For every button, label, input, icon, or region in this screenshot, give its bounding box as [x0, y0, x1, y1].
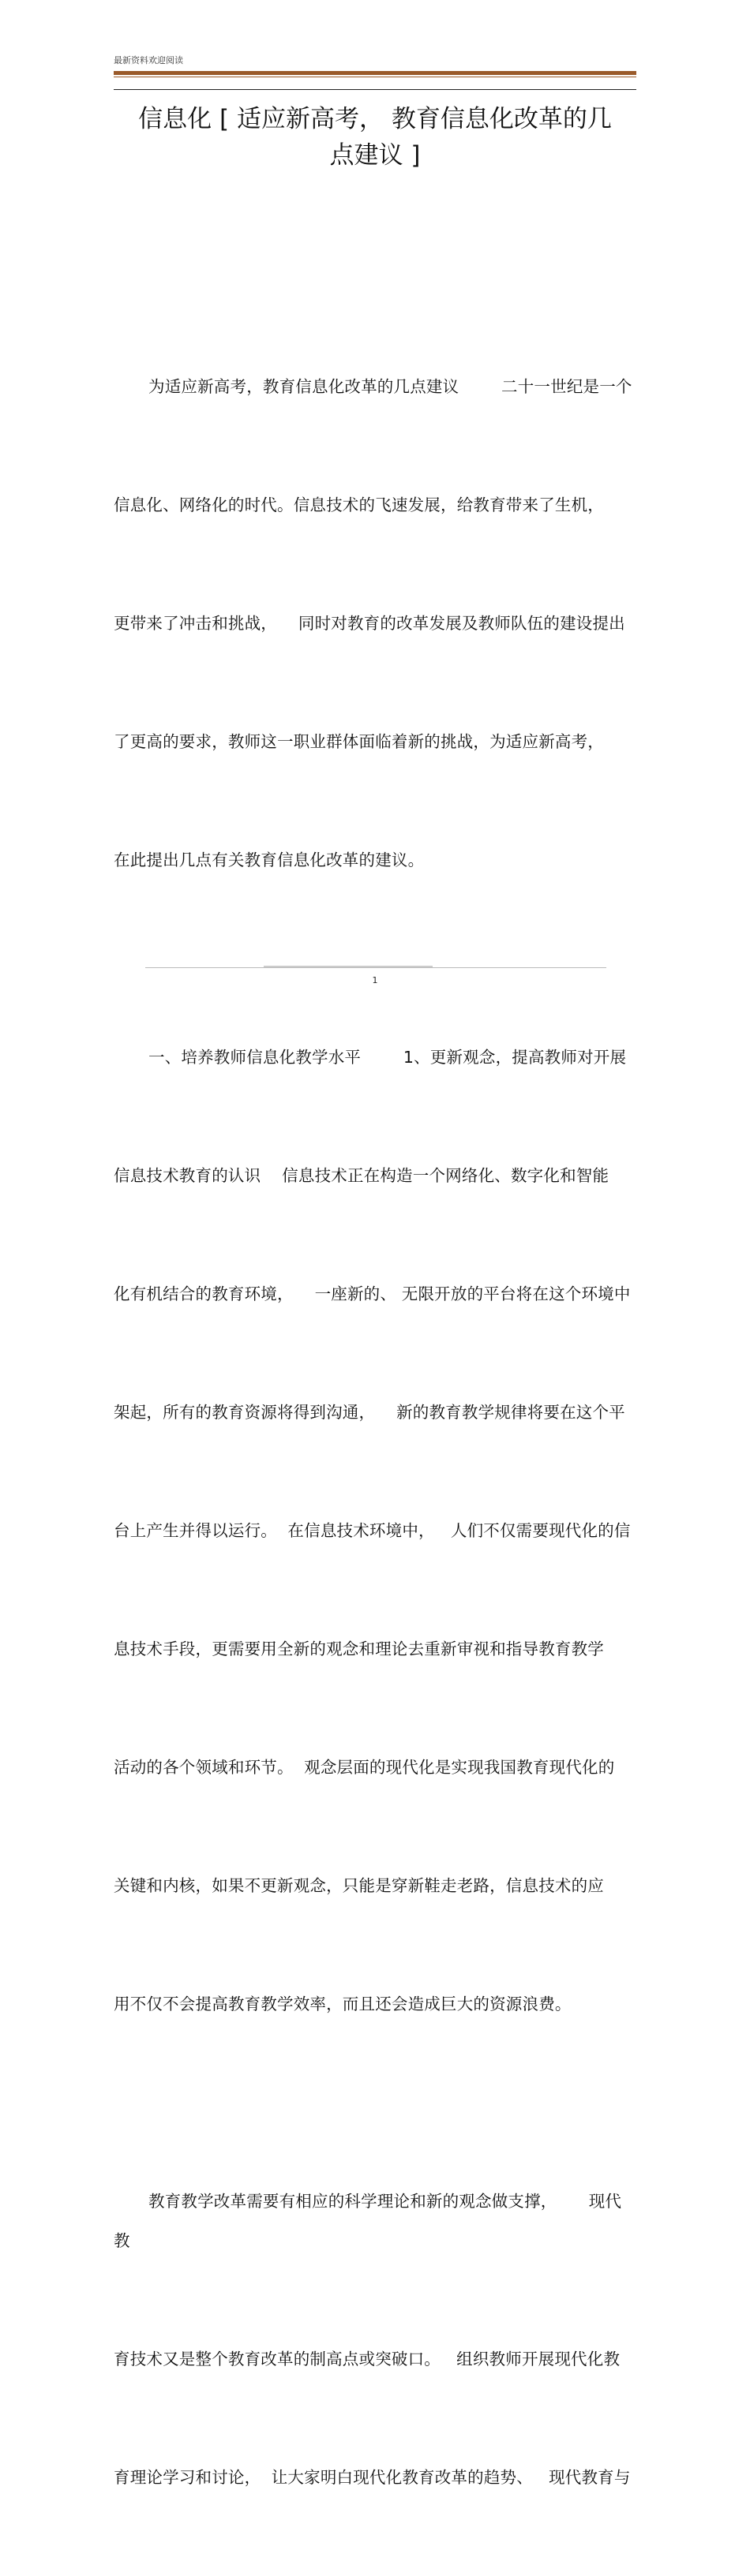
paragraph-line: 一、培养教师信息化教学水平 1、更新观念，提高教师对开展	[148, 1048, 627, 1067]
paragraph-line: 化有机结合的教育环境， 一座新的、 无限开放的平台将在这个环境中	[114, 1284, 631, 1303]
paragraph-line: 息技术手段，更需要用全新的观念和理论去重新审视和指导教育教学	[114, 1639, 604, 1658]
paragraph-line: 信息技术教育的认识 信息技术正在构造一个网络化、数字化和智能	[114, 1166, 609, 1185]
paragraph-line: 育理论学习和讨论， 让大家明白现代化教育改革的趋势、 现代教育与	[114, 2468, 631, 2487]
page-number: 1	[372, 975, 378, 985]
page-header-text: 最新资料欢迎阅读	[114, 55, 183, 65]
paragraph-line: 在此提出几点有关教育信息化改革的建议。	[114, 851, 425, 869]
title-line-2: 点建议 ]	[329, 141, 421, 170]
paragraph-line: 了更高的要求，教师这一职业群体面临着新的挑战，为适应新高考，	[114, 732, 604, 751]
paragraph-3	[114, 2103, 636, 2576]
document-title	[114, 101, 636, 174]
paragraph-2	[114, 959, 636, 2103]
paragraph-line: 架起，所有的教育资源将得到沟通， 新的教育教学规律将要在这个平	[114, 1403, 625, 1422]
paragraph-line: 关键和内核，如果不更新观念，只能是穿新鞋走老路，信息技术的应	[114, 1876, 604, 1895]
paragraph-line: 为适应新高考，教育信息化改革的几点建议 二十一世纪是一个	[148, 377, 632, 396]
paragraph-1	[114, 288, 636, 959]
paragraph-line: 信息化、网络化的时代。信息技术的飞速发展，给教育带来了生机，	[114, 495, 604, 514]
paragraph-line: 教育教学改革需要有相应的科学理论和新的观念做支撑， 现代教	[114, 2192, 622, 2250]
header-rule-thick	[114, 71, 636, 75]
paragraph-line: 更带来了冲击和挑战， 同时对教育的改革发展及教师队伍的建设提出	[114, 614, 625, 633]
paragraph-line: 用不仅不会提高教育教学效率，而且还会造成巨大的资源浪费。	[114, 1995, 572, 2013]
title-line-1: 信息化 [ 适应新高考， 教育信息化改革的几	[138, 105, 612, 133]
title-top-rule	[114, 89, 636, 90]
footer-rule	[145, 967, 606, 968]
paragraph-line: 台上产生并得以运行。 在信息技术环境中， 人们不仅需要现代化的信	[114, 1521, 631, 1540]
document-body	[114, 288, 636, 2576]
paragraph-line: 育技术又是整个教育改革的制高点或突破口。 组织教师开展现代化教	[114, 2350, 621, 2368]
paragraph-line: 活动的各个领域和环节。 观念层面的现代化是实现我国教育现代化的	[114, 1758, 615, 1777]
